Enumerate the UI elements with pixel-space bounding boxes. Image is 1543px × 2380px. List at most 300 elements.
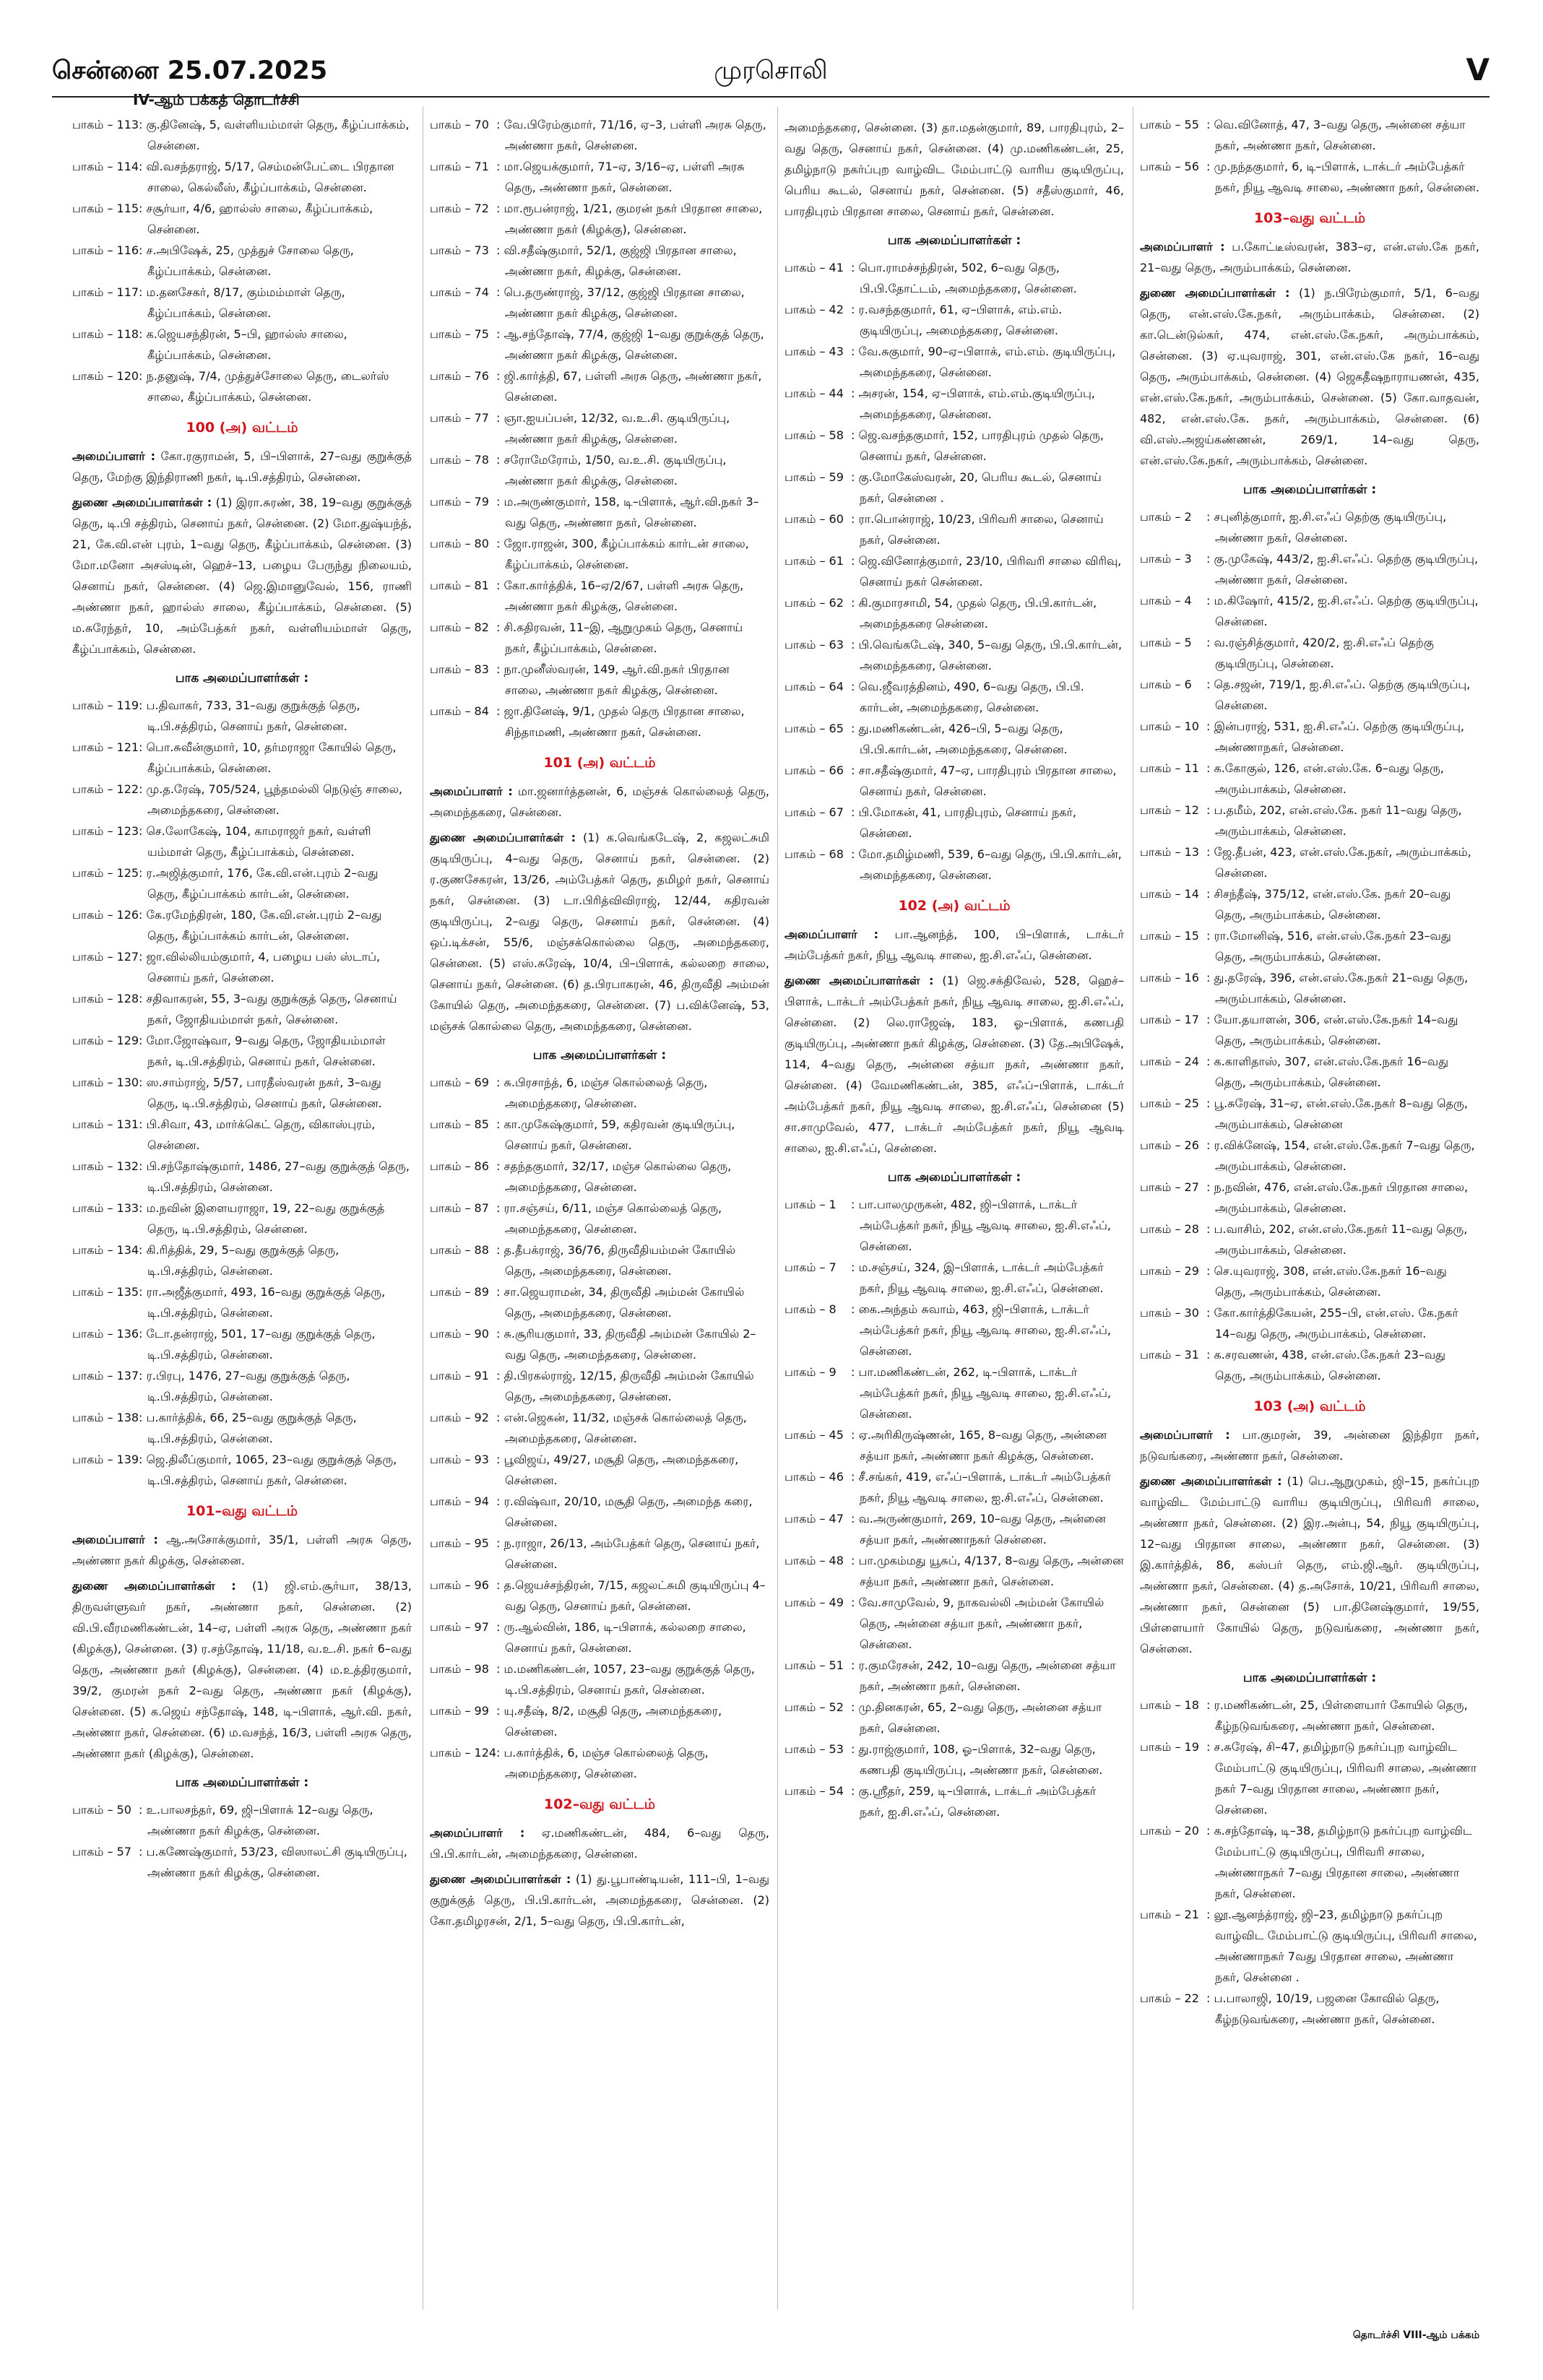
booth-entry bbox=[72, 695, 412, 737]
booth-organizer-list bbox=[785, 1194, 1124, 1822]
booth-number: பாகம் – 26 bbox=[1140, 1138, 1199, 1152]
booth-entry bbox=[72, 946, 412, 988]
booth-organizer: : ர.அஜித்குமார், 176, கே.வி.என்.புரம் 2–வது தெரு, கீழ்ப்பாக்கம் கார்டன், சென்னை. bbox=[139, 866, 379, 901]
booth-number: பாகம் – 132 bbox=[72, 1159, 139, 1173]
organizer-para: அமைப்பாளர் : கோ.ரகுராமன், 5, பி–பிளாக், 27–வது குறுக்குத் தெரு, மேற்கு இந்திராணி நகர், டி.பி.சத்திரம், சென்னை. bbox=[72, 449, 412, 484]
booth-number: பாகம் – 66 bbox=[785, 763, 844, 777]
booth-number: பாகம் – 5 bbox=[1140, 636, 1192, 649]
booth-organizer: : ச.அபிஷேக், 25, முத்துச் சோலை தெரு, கீழ்ப்பாக்கம், சென்னை. bbox=[139, 243, 354, 278]
booth-number: பாகம் – 98 bbox=[430, 1662, 489, 1676]
booth-entry bbox=[72, 1323, 412, 1365]
booth-organizer: : சா.ஜெயராமன், 34, திருவீதி அம்மன் கோயில் தெரு, அமைந்தகரை, சென்னை. bbox=[496, 1285, 745, 1320]
booth-entry bbox=[430, 1491, 769, 1533]
booth-number: பாகம் – 68 bbox=[785, 847, 844, 861]
masthead: முரசொலி bbox=[714, 56, 828, 85]
booth-number: பாகம் – 56 bbox=[1140, 160, 1199, 173]
booth-entry bbox=[1140, 1093, 1479, 1135]
booth-number: பாகம் – 55 bbox=[1140, 118, 1199, 131]
booth-organizer: : வே.சுகுமார், 90–ஏ–பிளாக், எம்.எம். குடியிருப்பு, அமைந்தகரை, சென்னை. bbox=[851, 345, 1116, 379]
booth-entry bbox=[1140, 841, 1479, 883]
booth-number: பாகம் – 57 bbox=[72, 1845, 131, 1858]
booth-organizer: : கோ.கார்த்திகேயன், 255–பி, என்.எஸ். கே.நகர் 14–வது தெரு, அரும்பாக்கம், சென்னை. bbox=[1206, 1306, 1458, 1341]
booth-organizer: : க.ஜெயசந்திரன், 5–பி, ஹால்ஸ் சாலை, கீழ்ப்பாக்கம், சென்னை. bbox=[139, 327, 347, 362]
booth-number: பாகம் – 74 bbox=[430, 285, 489, 299]
booth-organizer: : ப.கார்த்திக், 66, 25–வது குறுக்குத் தெரு, டி.பி.சத்திரம், சென்னை. bbox=[139, 1411, 357, 1445]
booth-number: பாகம் – 13 bbox=[1140, 845, 1199, 859]
booth-entry bbox=[430, 1407, 769, 1449]
booth-organizer: : சா.சதீஷ்குமார், 47–ஏ, பாரதிபுரம் பிரதான சாலை, செனாய் நகர், சென்னை. bbox=[851, 763, 1117, 798]
booth-entry bbox=[72, 1281, 412, 1323]
booth-entry bbox=[430, 407, 769, 449]
booth-entry bbox=[72, 779, 412, 821]
booth-organizer: : ரு.ஆல்வின், 186, டி–பிளாக், கல்லறை சாலை, செனாய் நகர், சென்னை. bbox=[496, 1620, 746, 1655]
booth-number: பாகம் – 138 bbox=[72, 1411, 139, 1424]
booth-entry bbox=[785, 802, 1124, 844]
deputy-organizers-para: துணை அமைப்பாளர்கள் : (1) ந.பிரேம்குமார், 5/1, 6–வது தெரு, என்.எஸ்.கே.நகர், அரும்பாக்கம், சென்னை. (2) கா.டென்டுல்கர், 474, என்.எஸ்.கே.நகர், அரும்பாக்கம், சென்னை. (3) ஏ.யுவராஜ், 301, என்.எஸ்.கே நகர், 16–வது தெரு, அரும்பாக்கம், சென்னை. (4) ஜெகதீஷநாராயணன், 435, என்.எஸ்.கே.நகர், அரும்பாக்கம், சென்னை. (5) கோ.வாதவன், 482, என்.எஸ்.கே. நகர், அரும்பாக்கம், சென்னை. (6) வி.எஸ்.அஜய்கண்ணன், 269/1, 14–வது தெரு, என்.எஸ்.கே.நகர், அரும்பாக்கம், சென்னை. bbox=[1140, 286, 1479, 467]
booth-entry bbox=[430, 1239, 769, 1281]
booth-entry bbox=[430, 1617, 769, 1658]
booth-organizer: : ப.கார்த்திக், 6, மஞ்ச கொல்லைத் தெரு, அமைந்தகரை, சென்னை. bbox=[496, 1746, 709, 1780]
booth-organizer: : இன்பராஜ், 531, ஐ.சி.எஃப். தெற்கு குடியிருப்பு, அண்ணாநகர், சென்னை. bbox=[1206, 719, 1464, 754]
booth-organizer: : கு.மோகேஸ்வரன், 20, பெரிய கூடல், செனாய் நகர், சென்னை . bbox=[851, 470, 1102, 505]
booth-number: பாகம் – 60 bbox=[785, 512, 844, 526]
booth-number: பாகம் – 123 bbox=[72, 824, 139, 838]
booth-number: பாகம் – 78 bbox=[430, 453, 489, 467]
booth-number: பாகம் – 50 bbox=[72, 1803, 131, 1817]
booth-organizer: : ம.கிஷோர், 415/2, ஐ.சி.எஃப். தெற்கு குடியிருப்பு, சென்னை. bbox=[1206, 594, 1479, 628]
booth-organizer: : வெ.வினோத், 47, 3–வது தெரு, அன்னை சத்யா நகர், அண்ணா நகர், சென்னை. bbox=[1206, 118, 1466, 152]
booth-entry bbox=[785, 1655, 1124, 1697]
booth-organizer: : பொ.சுவீன்குமார், 10, தர்மராஜா கோயில் தெரு, கீழ்ப்பாக்கம், சென்னை. bbox=[139, 740, 397, 775]
organizer-para: அமைப்பாளர் : ஏ.மணிகண்டன், 484, 6–வது தெரு, பி.பி.கார்டன், அமைந்தகரை, சென்னை. bbox=[430, 1826, 770, 1861]
booth-number: பாகம் – 93 bbox=[430, 1453, 489, 1466]
section-title: 103 (அ) வட்டம் bbox=[1253, 1398, 1366, 1414]
booth-number: பாகம் – 119 bbox=[72, 698, 139, 712]
organizer-para: அமைப்பாளர் : பா.குமரன், 39, அன்னை இந்திரா நகர், நடுவங்கரை, அண்ணா நகர், சென்னை. bbox=[1140, 1428, 1479, 1463]
booth-organizer: : வ.அருண்குமார், 269, 10–வது தெரு, அன்னை சத்யா நகர், அண்ணாநகர் சென்னை. bbox=[851, 1512, 1106, 1546]
booth-entry bbox=[1140, 800, 1479, 841]
deputy-organizers-para: துணை அமைப்பாளர்கள் : (1) இரா.சுரண், 38, 19–வது குறுக்குத் தெரு, டி.பி சத்திரம், செனாய் நகர், சென்னை. (2) மோ.துஷ்யந்த், 21, கே.வி.என் புரம், 1–வது தெரு, கீழ்ப்பாக்கம், சென்னை. (3) மோ.மனோ அசஸ்டின், ஹெச்–13, பழைய பேருந்து நிலையம், செனாய் நகர், சென்னை. (4) ஜெ.இமானுவேல், 156, ராணி அண்ணா நகர், ஹால்ஸ் சாலை, கீழ்ப்பாக்கம், சென்னை. (5) ம.சுரேந்தர், 10, அம்பேத்கர் நகர், வள்ளியம்மாள் தெரு, கீழ்ப்பாக்கம், சென்னை. bbox=[72, 496, 412, 656]
booth-number: பாகம் – 18 bbox=[1140, 1698, 1199, 1712]
booth-organizer: : சதந்தகுமார், 32/17, மஞ்ச கொல்லை தெரு, அமைந்தகரை, சென்னை. bbox=[496, 1159, 732, 1194]
booth-entry bbox=[72, 1449, 412, 1491]
booth-number: பாகம் – 7 bbox=[785, 1260, 837, 1274]
booth-organizer: : பெ.தருண்ராஜ், 37/12, குஜ்ஜி பிரதான சாலை, அண்ணா நகர் கிழக்கு, சென்னை. bbox=[496, 285, 745, 320]
booth-organizer: : சசூர்யா, 4/6, ஹால்ஸ் சாலை, கீழ்ப்பாக்கம், சென்னை. bbox=[139, 202, 373, 236]
booth-organizer: : சபுனித்குமார், ஐ.சி.எஃப் தெற்கு குடியிருப்பு, அண்ணா நகர், சென்னை. bbox=[1206, 510, 1447, 545]
booth-entry bbox=[430, 491, 769, 533]
booth-organizer-list bbox=[1140, 114, 1479, 198]
booth-organizer: : ர.வசந்தகுமார், 61, ஏ–பிளாக், எம்.எம். குடியிருப்பு, அமைந்தகரை, சென்னை. bbox=[851, 303, 1063, 337]
booth-organizer: : நா.முனீஸ்வரன், 149, ஆர்.வி.நகர் பிரதான சாலை, அண்ணா நகர் கிழக்கு, சென்னை. bbox=[496, 662, 730, 697]
booth-number: பாகம் – 122 bbox=[72, 782, 139, 796]
booth-organizer: : க.கோகுல், 126, என்.எஸ்.கே. 6–வது தெரு, அரும்பாக்கம், சென்னை. bbox=[1206, 761, 1444, 796]
booth-entry bbox=[430, 156, 769, 198]
booth-number: பாகம் – 85 bbox=[430, 1117, 489, 1131]
booth-organizer: : ப.திவாகர், 733, 31–வது குறுக்குத் தெரு, டி.பி.சத்திரம், செனாய் நகர், சென்னை. bbox=[139, 698, 360, 733]
booth-number: பாகம் – 87 bbox=[430, 1201, 489, 1215]
booth-entry bbox=[785, 1194, 1124, 1257]
booth-organizer: : உ.பாலசந்தர், 69, ஜி–பிளாக் 12–வது தெரு, அண்ணா நகர் கிழக்கு, சென்னை. bbox=[139, 1803, 373, 1838]
booth-entry bbox=[430, 240, 769, 282]
booth-number: பாகம் – 9 bbox=[785, 1365, 837, 1379]
booth-number: பாகம் – 41 bbox=[785, 261, 844, 274]
booth-organizer: : தெ.சஜன், 719/1, ஐ.சி.எஃப். தெற்கு குடியிருப்பு, சென்னை. bbox=[1206, 678, 1471, 712]
booth-number: பாகம் – 1 bbox=[785, 1198, 837, 1211]
deputy-organizers-para: துணை அமைப்பாளர்கள் : (1) க.வெங்கடேஷ், 2, கஜலட்சுமி குடியிருப்பு, 4–வது தெரு, செனாய் நகர், சென்னை. (2) ர.குணசேகரன், 13/26, அம்பேத்கர் தெரு, தமிழர் நகர், செனாய் நகர், சென்னை. (3) டா.பிரித்விவிராஜ், 12/44, கதிரவன் குடியிருப்பு, 2–வது தெரு, செனாய் நகர், சென்னை. (4) ஒப்.டிக்சன், 55/6, மஞ்சக்கொல்லை தெரு, அமைந்தகரை, சென்னை. (5) எஸ்.சுரேஷ், 10/4, பி–பிளாக், கல்லறை சாலை, செனாய் நகர், சென்னை. (6) த.பிரபாகரன், 46, திருவீதி அம்மன் கோயில் தெரு, அமைந்தகரை, சென்னை. (7) ப.விக்னேஷ், 53, மஞ்சக் கொல்லை தெரு, அமைந்தகரை, சென்னை. bbox=[430, 831, 769, 1033]
booth-organizer: : கு.முகேஷ், 443/2, ஐ.சி.எஃப். தெற்கு குடியிருப்பு, அண்ணா நகர், சென்னை. bbox=[1206, 552, 1479, 587]
booth-organizer-list bbox=[1140, 1695, 1479, 2030]
booth-organizer: : பூ.சுரேஷ், 31–ஏ, என்.எஸ்.கே.நகர் 8–வது தெரு, அரும்பாக்கம், சென்னை bbox=[1206, 1096, 1468, 1131]
booth-entry bbox=[430, 1281, 769, 1323]
booth-entry bbox=[430, 1156, 769, 1198]
booth-number: பாகம் – 91 bbox=[430, 1369, 489, 1382]
booth-entry bbox=[785, 1697, 1124, 1739]
booth-organizer: : சு.பிரசாந்த், 6, மஞ்ச கொல்லைத் தெரு, அமைந்தகரை, சென்னை. bbox=[496, 1076, 708, 1110]
booth-entry bbox=[430, 282, 769, 324]
booth-number: பாகம் – 131 bbox=[72, 1117, 139, 1131]
booth-entry bbox=[430, 701, 769, 743]
booth-number: பாகம் – 52 bbox=[785, 1700, 844, 1714]
booth-entry bbox=[785, 341, 1124, 383]
booth-entry bbox=[430, 1742, 769, 1784]
booth-organizer: : து.மணிகண்டன், 426–பி, 5–வது தெரு, பி.பி.கார்டன், அமைந்தகரை, சென்னை. bbox=[851, 722, 1068, 756]
deputy-organizers-para: துணை அமைப்பாளர்கள் : (1) ஜி.எம்.சூர்யா, 38/13, திருவள்ளுவர் நகர், அண்ணா நகர், சென்னை. (2) வி.பி.வீரமணிகண்டன், 14–ஏ, பள்ளி அரசு தெரு, அண்ணா நகர் (கிழக்கு), சென்னை. (3) ர.சந்தோஷ், 11/18, வ.உ.சி. நகர் 6–வது தெரு, அண்ணா நகர் (கிழக்கு), சென்னை. (4) ம.உத்திரகுமார், 39/2, குமரன் நகர் 2–வது தெரு, அண்ணா நகர் (கிழக்கு), சென்னை. (5) க.ஜெய் சந்தோஷ், 148, டி–பிளாக், ஆர்.வி. நகர், அண்ணா நகர், சென்னை. (6) ம.வசந்த், 16/3, பள்ளி அரசு தெரு, அண்ணா நகர் (கிழக்கு), சென்னை. bbox=[72, 1579, 412, 1760]
booth-entry bbox=[1140, 1260, 1479, 1302]
organizer-para: அமைப்பாளர் : மா.ஜனார்த்தனன், 6, மஞ்சக் கொல்லைத் தெரு, அமைந்தகரை, சென்னை. bbox=[430, 784, 770, 819]
booth-entry bbox=[1140, 590, 1479, 632]
booth-organizer: : ந.ராஜா, 26/13, அம்பேத்கர் தெரு, செனாய் நகர், சென்னை. bbox=[496, 1536, 760, 1571]
booth-entry bbox=[430, 575, 769, 617]
booth-organizer: : கி.குமாரசாமி, 54, முதல் தெரு, பி.பி.கார்டன், அமைந்தகரை சென்னை. bbox=[851, 596, 1097, 631]
booth-entry bbox=[430, 1575, 769, 1617]
booth-organizer: : ஜா.தினேஷ், 9/1, முதல் தெரு பிரதான சாலை, சிந்தாமணி, அண்ணா நகர், சென்னை. bbox=[496, 704, 745, 739]
booth-entry bbox=[430, 617, 769, 659]
booth-entry bbox=[430, 1449, 769, 1491]
booth-organizer: : ஜி.கார்த்தி, 67, பள்ளி அரசு தெரு, அண்ணா நகர், சென்னை. bbox=[496, 369, 762, 404]
booth-organizer: : யோ.தயாளன், 306, என்.எஸ்.கே.நகர் 14–வது தெரு, அரும்பாக்கம், சென்னை. bbox=[1206, 1013, 1458, 1047]
booth-number: பாகம் – 92 bbox=[430, 1411, 489, 1424]
booth-organizer: : டோ.தன்ராஜ், 501, 17–வது குறுக்குத் தெரு, டி.பி.சத்திரம், சென்னை. bbox=[139, 1327, 376, 1362]
booth-number: பாகம் – 84 bbox=[430, 704, 489, 718]
section-title: 102–வது வட்டம் bbox=[543, 1796, 656, 1812]
booth-entry bbox=[72, 904, 412, 946]
booth-entry bbox=[785, 718, 1124, 760]
booth-number: பாகம் – 117 bbox=[72, 285, 139, 299]
booth-organizer-list bbox=[430, 1072, 769, 1784]
booth-number: பாகம் – 96 bbox=[430, 1578, 489, 1592]
booth-entry bbox=[72, 1799, 412, 1841]
booth-organizer: : வெ.ஜீவரத்தினம், 490, 6–வது தெரு, பி.பி. கார்டன், அமைந்தகரை, சென்னை. bbox=[851, 680, 1084, 714]
booth-organizer: : லூ.ஆனந்த்ராஜ், ஜி–23, தமிழ்நாடு நகர்ப்புற வாழ்விட மேம்பாட்டு குடியிருப்பு, பிரிவரி சாலை, அண்ணாநகர் 7வது பிரதான சாலை, அண்ணா நகர், சென்னை . bbox=[1206, 1908, 1477, 1984]
booth-entry bbox=[785, 467, 1124, 509]
booth-organizer: : ம.தனசேகர், 8/17, கும்மம்மாள் தெரு, கீழ்ப்பாக்கம், சென்னை. bbox=[139, 285, 345, 320]
booth-entry bbox=[1140, 1695, 1479, 1736]
booth-entry bbox=[72, 1072, 412, 1114]
booth-number: பாகம் – 69 bbox=[430, 1076, 489, 1089]
booth-entry bbox=[430, 365, 769, 407]
booth-number: பாகம் – 88 bbox=[430, 1243, 489, 1257]
booth-organizer: : ம.மணிகண்டன், 1057, 23–வது குறுக்குத் தெரு, டி.பி.சத்திரம், செனாய் நகர், சென்னை. bbox=[496, 1662, 755, 1697]
booth-organizer: : சிசந்தீஷ், 375/12, என்.எஸ்.கே. நகர் 20–வது தெரு, அரும்பாக்கம், சென்னை. bbox=[1206, 887, 1451, 922]
booth-number: பாகம் – 54 bbox=[785, 1784, 844, 1798]
booth-organizer: : தி.பிரகல்ராஜ், 12/15, திருவீதி அம்மன் கோயில் தெரு, அமைந்தகரை, சென்னை. bbox=[496, 1369, 754, 1403]
section-title: 101–வது வட்டம் bbox=[186, 1503, 298, 1519]
booth-entry bbox=[1140, 674, 1479, 716]
booth-organizer: : ந.தனுஷ், 7/4, முத்துச்சோலை தெரு, டைலர்ஸ் சாலை, கீழ்ப்பாக்கம், சென்னை. bbox=[139, 369, 389, 404]
deputy-organizers-para: துணை அமைப்பாளர்கள் : (1) து.பூபாண்டியன், 111–பி, 1–வது குறுக்குத் தெரு, பி.பி.கார்டன், அமைந்தகரை, சென்னை. (2) கோ.தமிழரசன், 2/1, 5–வது தெரு, பி.பி.கார்டன், bbox=[430, 1872, 769, 1928]
booth-number: பாகம் – 116 bbox=[72, 243, 139, 257]
booth-entry bbox=[785, 509, 1124, 550]
booth-number: பாகம் – 113 bbox=[72, 118, 139, 131]
booth-number: பாகம் – 28 bbox=[1140, 1222, 1199, 1236]
booth-organizer: : சு.சூரியகுமார், 33, திருவீதி அம்மன் கோயில் 2–வது தெரு, அமைந்தகரை, சென்னை. bbox=[496, 1327, 756, 1362]
booth-number: பாகம் – 90 bbox=[430, 1327, 489, 1341]
booth-number: பாகம் – 134 bbox=[72, 1243, 139, 1257]
booth-number: பாகம் – 128 bbox=[72, 992, 139, 1005]
booth-number: பாகம் – 73 bbox=[430, 243, 489, 257]
booth-number: பாகம் – 12 bbox=[1140, 803, 1199, 817]
booth-number: பாகம் – 137 bbox=[72, 1369, 139, 1382]
booth-entry bbox=[430, 1323, 769, 1365]
booth-number: பாகம் – 80 bbox=[430, 537, 489, 550]
booth-entry bbox=[430, 1658, 769, 1700]
booth-number: பாகம் – 24 bbox=[1140, 1055, 1199, 1068]
booth-organizer: : செ.லோகேஷ், 104, காமராஜர் நகர், வள்ளி யம்மாள் தெரு, கீழ்ப்பாக்கம், சென்னை. bbox=[139, 824, 371, 859]
booth-number: பாகம் – 47 bbox=[785, 1512, 844, 1526]
booth-number: பாகம் – 77 bbox=[430, 411, 489, 425]
booth-entry bbox=[72, 1407, 412, 1449]
booth-organizer: : து.தரேஷ், 396, என்.எஸ்.கே.நகர் 21–வது தெரு, அரும்பாக்கம், சென்னை. bbox=[1206, 971, 1469, 1005]
booth-entry bbox=[785, 425, 1124, 467]
column-2 bbox=[430, 114, 769, 1936]
booth-number: பாகம் – 118 bbox=[72, 327, 139, 341]
booth-entry bbox=[72, 862, 412, 904]
booth-organizer: : வே.சாமுவேல், 9, நாகவல்லி அம்மன் கோயில் தெரு, அன்னை சத்யா நகர், அண்ணா நகர், சென்னை. bbox=[851, 1596, 1105, 1651]
booth-organizer: : ஏ.அரிகிருஷ்ணன், 165, 8–வது தெரு, அன்னை சத்யா நகர், அண்ணா நகர் கிழக்கு, சென்னை. bbox=[851, 1428, 1107, 1463]
booth-organizer: : ர.குமரேசன், 242, 10–வது தெரு, அன்னை சத்யா நகர், அண்ணா நகர், சென்னை. bbox=[851, 1658, 1116, 1693]
booth-number: பாகம் – 126 bbox=[72, 908, 139, 922]
booth-entry bbox=[72, 1841, 412, 1883]
booth-entry bbox=[72, 1030, 412, 1072]
booth-organizer: : ஜெ.வினோத்குமார், 23/10, பிரிவரி சாலை விரிவு, செனாய் நகர் சென்னை. bbox=[851, 554, 1122, 589]
booth-organizer-list bbox=[430, 114, 769, 743]
booth-number: பாகம் – 72 bbox=[430, 202, 489, 215]
booth-entry bbox=[785, 1508, 1124, 1550]
booth-organizer: : பா.பாலமுருகன், 482, ஜி–பிளாக், டாக்டர் அம்பேத்கர் நகர், நியூ ஆவடி சாலை, ஐ.சி.எஃப், சென்னை. bbox=[851, 1198, 1111, 1253]
booth-organizer-list bbox=[785, 257, 1124, 886]
deputy-organizers-para: துணை அமைப்பாளர்கள் : (1) பெ.ஆறுமுகம், ஜி–15, நகர்ப்புற வாழ்விட மேம்பாட்டு வாரிய குடியிருப்பு, பிரிவரி சாலை, அண்ணா நகர், சென்னை. (2) இர.அன்பு, 54, நியூ குடியிருப்பு, 12–வது பிரதான சாலை, அண்ணா நகர், சென்னை. (3) இ.கார்த்திக், 86, கஸ்பர் தெரு, எம்.ஜி.ஆர். குடியிருப்பு, அண்ணா நகர், சென்னை. (4) த.அசோக், 10/21, பிரிவரி சாலை, அண்ணா நகர், சென்னை (5) பா.தினேஷ்குமார், 19/55, பிள்ளையார் கோயில் தெரு, நடுவங்கரை, அண்ணா நகர், சென்னை. bbox=[1140, 1474, 1479, 1656]
booth-number: பாகம் – 51 bbox=[785, 1658, 844, 1672]
booth-entry bbox=[1140, 1988, 1479, 2030]
booth-number: பாகம் – 19 bbox=[1140, 1740, 1199, 1754]
subsection-heading: பாக அமைப்பாளர்கள் : bbox=[532, 1048, 667, 1063]
booth-organizer: : பொ.ராமச்சந்திரன், 502, 6–வது தெரு, பி.பி.தோட்டம், அமைந்தகரை, சென்னை. bbox=[851, 261, 1077, 295]
booth-entry bbox=[1140, 1219, 1479, 1260]
booth-number: பாகம் – 59 bbox=[785, 470, 844, 484]
booth-organizer: : ப.தமீம், 202, என்.எஸ்.கே. நகர் 11–வது தெரு, அரும்பாக்கம், சென்னை. bbox=[1206, 803, 1462, 838]
booth-number: பாகம் – 89 bbox=[430, 1285, 489, 1299]
booth-entry bbox=[1140, 1820, 1479, 1904]
booth-organizer: : ஜெ.திலீப்குமார், 1065, 23–வது குறுக்குத் தெரு, டி.பி.சத்திரம், செனாய் நகர், சென்னை. bbox=[139, 1453, 397, 1487]
booth-entry bbox=[1140, 1009, 1479, 1051]
booth-entry bbox=[430, 1072, 769, 1114]
booth-number: பாகம் – 120 bbox=[72, 369, 139, 383]
booth-entry bbox=[1140, 1302, 1479, 1344]
booth-organizer: : மா.ரூபன்ராஜ், 1/21, குமரன் நகர் பிரதான சாலை, அண்ணா நகர் (கிழக்கு), சென்னை. bbox=[496, 202, 763, 236]
section-title: 101 (அ) வட்டம் bbox=[543, 755, 656, 771]
booth-organizer: : க.சந்தோஷ், டி–38, தமிழ்நாடு நகர்ப்புற வாழ்விட மேம்பாட்டு குடியிருப்பு, பிரிவரி சாலை, அண்ணாநகர் 7–வது பிரதான சாலை, அண்ணா நகர், சென்னை. bbox=[1206, 1824, 1472, 1900]
booth-organizer: : ம.சஞ்சய், 324, இ–பிளாக், டாக்டர் அம்பேத்கர் நகர், நியூ ஆவடி சாலை, ஐ.சி.எஃப், சென்னை. bbox=[851, 1260, 1104, 1295]
booth-entry bbox=[1140, 1051, 1479, 1093]
booth-organizer: : பி.வெங்கடேஷ், 340, 5–வது தெரு, பி.பி.கார்டன், அமைந்தகரை, சென்னை. bbox=[851, 638, 1123, 672]
booth-number: பாகம் – 129 bbox=[72, 1034, 139, 1047]
booth-organizer: : பா.மணிகண்டன், 262, டி–பிளாக், டாக்டர் அம்பேத்கர் நகர், நியூ ஆவடி சாலை, ஐ.சி.எஃப், சென்னை. bbox=[851, 1365, 1111, 1421]
subsection-heading: பாக அமைப்பாளர்கள் : bbox=[887, 233, 1021, 248]
booth-entry bbox=[430, 1114, 769, 1156]
booth-number: பாகம் – 46 bbox=[785, 1470, 844, 1484]
booth-organizer: : கா.முகேஷ்குமார், 59, கதிரவன் குடியிருப்பு, செனாய் நகர், சென்னை. bbox=[496, 1117, 735, 1152]
subsection-heading: பாக அமைப்பாளர்கள் : bbox=[175, 1775, 309, 1790]
booth-entry bbox=[72, 365, 412, 407]
booth-entry bbox=[430, 449, 769, 491]
column-divider bbox=[777, 107, 778, 2310]
subsection-heading: பாக அமைப்பாளர்கள் : bbox=[887, 1170, 1021, 1185]
booth-number: பாகம் – 42 bbox=[785, 303, 844, 316]
booth-number: பாகம் – 133 bbox=[72, 1201, 139, 1215]
booth-entry bbox=[430, 198, 769, 240]
booth-organizer: : ஆ.சந்தோஷ், 77/4, குஜ்ஜி 1–வது குறுக்குத் தெரு, அண்ணா நகர் கிழக்கு, சென்னை. bbox=[496, 327, 764, 362]
booth-number: பாகம் – 29 bbox=[1140, 1264, 1199, 1278]
organizer-para: அமைப்பாளர் : ப.கோட்டீஸ்வரன், 383–ஏ, என்.எஸ்.கே நகர், 21–வது தெரு, அரும்பாக்கம், சென்னை. bbox=[1140, 240, 1479, 274]
booth-entry bbox=[785, 257, 1124, 299]
booth-organizer: : சரோமேரோம், 1/50, வ.உ.சி. குடியிருப்பு, அண்ணா நகர் கிழக்கு, சென்னை. bbox=[496, 453, 727, 488]
booth-organizer: : க.காளிதாஸ், 307, என்.எஸ்.கே.நகர் 16–வது தெரு, அரும்பாக்கம், சென்னை. bbox=[1206, 1055, 1448, 1089]
deputy-organizers-para: துணை அமைப்பாளர்கள் : (1) ஜெ.சக்திவேல், 528, ஹெச்–பிளாக், டாக்டர் அம்பேத்கர் நகர், நியூ ஆவடி சாலை, ஐ.சி.எஃப், சென்னை. (2) லெ.ராஜேஷ், 183, ஓ–பிளாக், கணபதி குடியிருப்பு, அண்ணா நகர் கிழக்கு, சென்னை. (3) தே.அபிஷேக், 114, 4–வது தெரு, அன்னை சத்யா நகர், அண்ணா நகர், சென்னை. (4) வேமணிகண்டன், 385, எஃப்–பிளாக், டாக்டர் அம்பேத்கர் நகர், நியூ ஆவடி சாலை, ஐ.சி.எஃப், சென்னை (5) சா.சாமுவேல், 477, டாக்டர் அம்பேத்கர் நகர், நியூ ஆவடி சாலை, ஐ.சி.எஃப், சென்னை. bbox=[785, 974, 1124, 1155]
booth-number: பாகம் – 86 bbox=[430, 1159, 489, 1173]
booth-entry bbox=[430, 1700, 769, 1742]
booth-entry bbox=[785, 844, 1124, 886]
booth-organizer: : பூவிஜய், 49/27, மசூதி தெரு, அமைந்தகரை, சென்னை. bbox=[496, 1453, 739, 1487]
booth-entry bbox=[72, 114, 412, 156]
booth-organizer: : பி.சிவா, 43, மார்க்கெட் தெரு, விகாஸ்புரம், சென்னை. bbox=[139, 1117, 376, 1152]
booth-number: பாகம் – 22 bbox=[1140, 1991, 1199, 2005]
booth-entry bbox=[430, 1533, 769, 1575]
booth-organizer: : அசரன், 154, ஏ–பிளாக், எம்.எம்.குடியிருப்பு, அமைந்தகரை, சென்னை. bbox=[851, 386, 1095, 421]
booth-entry bbox=[1140, 758, 1479, 800]
booth-number: பாகம் – 58 bbox=[785, 428, 844, 442]
booth-entry bbox=[785, 1592, 1124, 1655]
booth-organizer: : ரா.அஜீத்குமார், 493, 16–வது குறுக்குத் தெரு, டி.பி.சத்திரம், சென்னை. bbox=[139, 1285, 386, 1320]
booth-number: பாகம் – 62 bbox=[785, 596, 844, 610]
header-rule bbox=[52, 96, 1490, 98]
booth-organizer: : சதிவாகரன், 55, 3–வது குறுக்குத் தெரு, செனாய் நகர், ஜோதியம்மாள் நகர், சென்னை. bbox=[139, 992, 397, 1026]
booth-number: பாகம் – 16 bbox=[1140, 971, 1199, 985]
booth-number: பாகம் – 20 bbox=[1140, 1824, 1199, 1838]
booth-organizer: : வி.வசந்தராஜ், 5/17, செம்மன்பேட்டை பிரதான சாலை, கெல்லீஸ், கீழ்ப்பாக்கம், சென்னை. bbox=[139, 160, 394, 194]
booth-entry bbox=[785, 1739, 1124, 1780]
booth-organizer: : ப.பாலாஜி, 10/19, பஜனை கோவில் தெரு, கீழ்நடுவங்கரை, அண்ணா நகர், சென்னை. bbox=[1206, 1991, 1440, 2026]
booth-entry bbox=[785, 592, 1124, 634]
booth-number: பாகம் – 124 bbox=[430, 1746, 497, 1760]
booth-organizer: : மு.தினகரன், 65, 2–வது தெரு, அன்னை சத்யா நகர், சென்னை. bbox=[851, 1700, 1102, 1735]
booth-organizer: : ஜெ.வசந்தகுமார், 152, பாரதிபுரம் முதல் தெரு, செனாய் நகர், சென்னை. bbox=[851, 428, 1104, 463]
subsection-heading: பாக அமைப்பாளர்கள் : bbox=[175, 671, 309, 685]
booth-entry bbox=[1140, 156, 1479, 198]
booth-number: பாகம் – 114 bbox=[72, 160, 139, 173]
booth-entry bbox=[430, 1365, 769, 1407]
booth-number: பாகம் – 65 bbox=[785, 722, 844, 735]
booth-organizer: : ஜோ.ராஜன், 300, கீழ்ப்பாக்கம் கார்டன் சாலை, கீழ்ப்பாக்கம், சென்னை. bbox=[496, 537, 749, 571]
continued-para: அமைந்தகரை, சென்னை. (3) தா.மதன்குமார், 89, பாரதிபுரம், 2–வது தெரு, செனாய் நகர், சென்னை. (4) மு.மணிகண்டன், 25, தமிழ்நாடு நகர்ப்புற வாழ்விட மேம்பாட்டு வாரிய குடியிருப்பு, பெரிய கூடல், செனாய் நகர், சென்னை. (5) சதீஸ்குமார், 46, பாரதிபுரம் பிரதான சாலை, செனாய் நகர், சென்னை. bbox=[785, 121, 1124, 218]
booth-entry bbox=[72, 1114, 412, 1156]
section-title: 103–வது வட்டம் bbox=[1253, 210, 1366, 226]
organizer-para: அமைப்பாளர் : பா.ஆனந்த், 100, பி–பிளாக், டாக்டர் அம்பேத்கர் நகர், நியூ ஆவடி சாலை, ஐ.சி.எஃப், சென்னை. bbox=[785, 927, 1124, 962]
booth-organizer: : சீ.சங்கர், 419, எஃப்–பிளாக், டாக்டர் அம்பேத்கர் நகர், நியூ ஆவடி சாலை, ஐ.சி.எஃப், சென்னை. bbox=[851, 1470, 1111, 1505]
booth-entry bbox=[1140, 1177, 1479, 1219]
booth-entry bbox=[785, 634, 1124, 676]
booth-number: பாகம் – 82 bbox=[430, 620, 489, 634]
booth-number: பாகம் – 67 bbox=[785, 805, 844, 819]
booth-organizer: : ர.விஷ்வா, 20/10, மசூதி தெரு, அமைந்த கரை, சென்னை. bbox=[496, 1494, 753, 1529]
booth-number: பாகம் – 95 bbox=[430, 1536, 489, 1550]
booth-number: பாகம் – 71 bbox=[430, 160, 489, 173]
booth-organizer: : த.தீபக்ராஜ், 36/76, திருவீதியம்மன் கோயில் தெரு, அமைந்தகரை, சென்னை. bbox=[496, 1243, 736, 1278]
column-3 bbox=[785, 114, 1124, 1822]
booth-entry bbox=[72, 988, 412, 1030]
booth-number: பாகம் – 31 bbox=[1140, 1348, 1199, 1362]
booth-organizer: : பி.மோகன், 41, பாரதிபுரம், செனாய் நகர், சென்னை. bbox=[851, 805, 1076, 840]
booth-organizer: : கு.தினேஷ், 5, வள்ளியம்மாள் தெரு, கீழ்ப்பாக்கம், சென்னை. bbox=[139, 118, 410, 152]
booth-number: பாகம் – 53 bbox=[785, 1742, 844, 1756]
booth-organizer: : வ.ரஞ்சித்குமார், 420/2, ஐ.சி.எஃப் தெற்கு குடியிருப்பு, சென்னை. bbox=[1206, 636, 1434, 670]
booth-entry bbox=[72, 737, 412, 779]
booth-organizer: : க.சரவணன், 438, என்.எஸ்.கே.நகர் 23–வது தெரு, அரும்பாக்கம், சென்னை. bbox=[1206, 1348, 1446, 1382]
booth-number: பாகம் – 63 bbox=[785, 638, 844, 652]
booth-organizer: : ம.அருண்குமார், 158, டி–பிளாக், ஆர்.வி.நகர் 3–வது தெரு, அண்ணா நகர், சென்னை. bbox=[496, 495, 759, 529]
booth-entry bbox=[785, 550, 1124, 592]
booth-number: பாகம் – 3 bbox=[1140, 552, 1192, 566]
booth-number: பாகம் – 127 bbox=[72, 950, 139, 964]
booth-entry bbox=[72, 282, 412, 324]
booth-entry bbox=[1140, 1344, 1479, 1386]
booth-entry bbox=[1140, 548, 1479, 590]
booth-entry bbox=[785, 1550, 1124, 1592]
booth-entry bbox=[72, 156, 412, 198]
booth-organizer: : மு.த.ரேஷ், 705/524, பூந்தமல்லி நெடுஞ் சாலை, அமைந்தகரை, சென்னை. bbox=[139, 782, 402, 817]
booth-entry bbox=[430, 533, 769, 575]
booth-number: பாகம் – 125 bbox=[72, 866, 139, 880]
booth-number: பாகம் – 17 bbox=[1140, 1013, 1199, 1026]
booth-entry bbox=[430, 659, 769, 701]
booth-number: பாகம் – 43 bbox=[785, 345, 844, 358]
booth-number: பாகம் – 81 bbox=[430, 579, 489, 592]
booth-organizer: : ஜே.தீபன், 423, என்.எஸ்.கே.நகர், அரும்பாக்கம், சென்னை. bbox=[1206, 845, 1471, 880]
booth-number: பாகம் – 139 bbox=[72, 1453, 139, 1466]
booth-number: பாகம் – 70 bbox=[430, 118, 489, 131]
booth-number: பாகம் – 79 bbox=[430, 495, 489, 509]
booth-number: பாகம் – 61 bbox=[785, 554, 844, 568]
booth-organizer: : மா.ஜெயக்குமார், 71–ஏ, 3/16–ஏ, பள்ளி அரசு தெரு, அண்ணா நகர், சென்னை. bbox=[496, 160, 745, 194]
booth-organizer: : கி.ரித்திக், 29, 5–வது குறுக்குத் தெரு, டி.பி.சத்திரம், சென்னை. bbox=[139, 1243, 340, 1278]
booth-entry bbox=[430, 114, 769, 156]
booth-number: பாகம் – 4 bbox=[1140, 594, 1192, 607]
booth-entry bbox=[72, 1198, 412, 1239]
booth-entry bbox=[430, 324, 769, 365]
booth-organizer: : வி.சதீஷ்குமார், 52/1, குஜ்ஜி பிரதான சாலை, அண்ணா நகர், கிழக்கு, சென்னை. bbox=[496, 243, 737, 278]
organizer-para: அமைப்பாளர் : ஆ.அசோக்குமார், 35/1, பள்ளி அரசு தெரு, அண்ணா நகர் கிழக்கு, சென்னை. bbox=[72, 1533, 412, 1567]
booth-entry bbox=[1140, 1904, 1479, 1988]
